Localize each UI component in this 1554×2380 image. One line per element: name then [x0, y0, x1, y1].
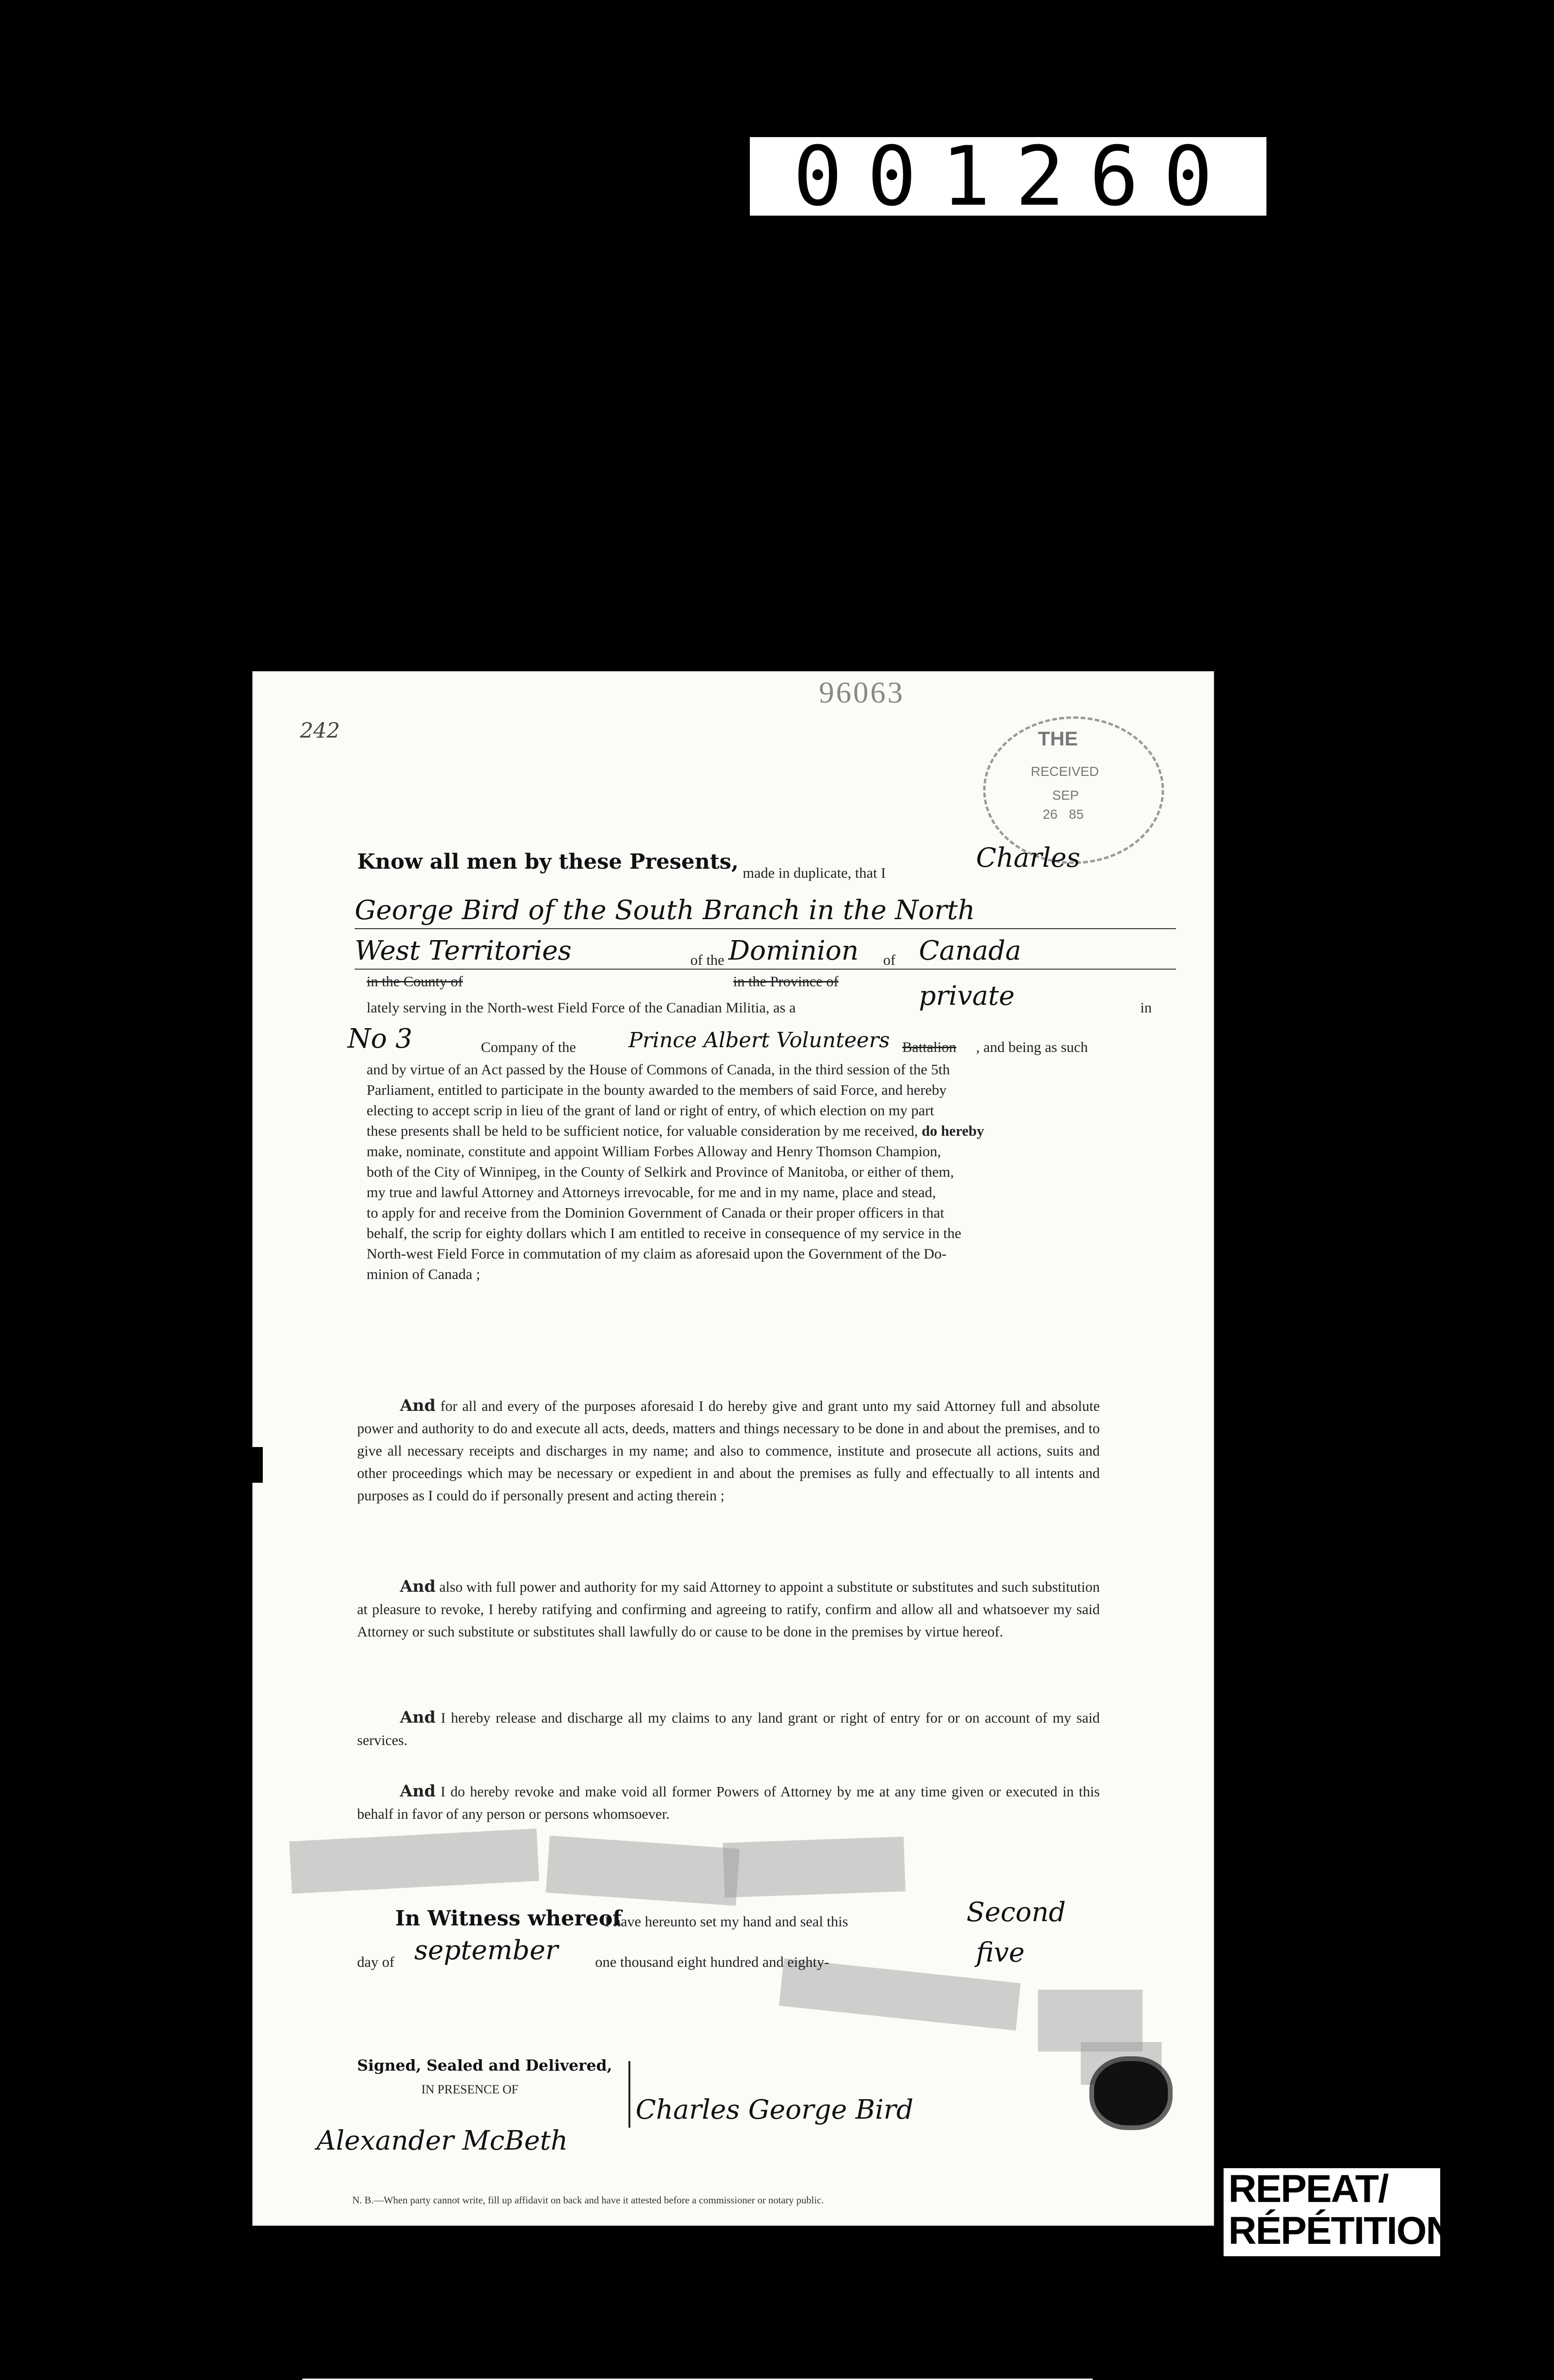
sheet-notch	[252, 1447, 263, 1483]
year-text: one thousand eight hundred and eighty-	[595, 1954, 829, 1970]
footnote: N. B.—When party cannot write, fill up affidavit on back and have it attested before a commissioner or notary public.	[352, 2194, 824, 2206]
province-struck-text: in the Province of	[733, 973, 839, 990]
county-struck-text: in the County of	[367, 973, 463, 990]
handwritten-day: Second	[966, 1897, 1066, 1928]
repeat-label-line-1: REPEAT/	[1228, 2167, 1388, 2211]
body-paragraph-1	[367, 1059, 1100, 1284]
paragraph-lead: And	[400, 1708, 436, 1727]
paragraph-text: I do hereby revoke and make void all former Powers of Attorney by me at any time given or executed in this behalf in favor of any person or persons whomsoever.	[357, 1784, 1100, 1822]
handwritten-month: september	[414, 1935, 558, 1966]
handwritten-unit: Prince Albert Volunteers	[628, 1028, 890, 1052]
day-of-text: day of	[357, 1954, 395, 1970]
being-as-such-text: , and being as such	[976, 1039, 1088, 1055]
paragraph-lead: And	[400, 1782, 436, 1801]
handwritten-territories: West Territories	[355, 935, 572, 966]
tape-mark	[723, 1836, 906, 1897]
stamp-ring-text: THE	[1038, 727, 1078, 750]
margin-mark: 242	[300, 719, 340, 743]
paragraph-text: I hereby release and discharge all my claims to any land grant or right of entry for or on account of my said services.	[357, 1710, 1100, 1748]
body-line: minion of Canada ;	[367, 1266, 480, 1282]
stamp-month: SEP	[1052, 788, 1079, 803]
paragraph-2	[357, 1395, 1100, 1507]
signed-sealed-heading: Signed, Sealed and Delivered,	[357, 2056, 612, 2074]
paragraph-lead: And	[400, 1577, 436, 1596]
of-the-text: of the	[690, 952, 725, 968]
frame-number-box	[750, 129, 1266, 224]
body-line: and by virtue of an Act passed by the House of Commons of Canada, in the third session of the 5th	[367, 1061, 950, 1078]
body-line: Parliament, entitled to participate in the bounty awarded to the members of said Force, and hereby	[367, 1081, 947, 1098]
stamp-day: 26	[1043, 807, 1058, 822]
paragraph-text: also with full power and authority for my said Attorney to appoint a substitute or substitutes and such substitution at pleasure to revoke, I hereby ratifying and confirming and agreeing to ratify, confirm and allow all and whatsoever my said Attorney or such substitute or substitutes shall lawfully do or cause to be done in the premises by virtue hereof.	[357, 1579, 1100, 1640]
witness-signature: Alexander McBeth	[317, 2125, 568, 2156]
handwritten-country: Canada	[919, 935, 1021, 966]
do-hereby-text: do hereby	[921, 1122, 985, 1139]
fill-line	[355, 969, 1176, 970]
paragraph-text: for all and every of the purposes aforesaid I do hereby give and grant unto my said Attorney full and absolute power and authority to do and execute all acts, deeds, matters and things necessary to be done in and about the premises, and to give all necessary receipts and discharges in my name; and also to commence, institute and prosecute all actions, suits and other proceedings which may be necessary or expedient in and about the premises as fully and effectually to all intents and purposes as I could do if personally present and acting therein ;	[357, 1398, 1100, 1504]
wax-seal	[1094, 2061, 1168, 2125]
body-line: behalf, the scrip for eighty dollars which I am entitled to receive in consequence of my service in the	[367, 1225, 962, 1241]
in-text: in	[1140, 999, 1152, 1016]
of-text: of	[883, 952, 896, 968]
repeat-label-line-2: RÉPÉTITION	[1228, 2209, 1454, 2252]
paragraph-lead: And	[400, 1396, 436, 1415]
paragraph-5	[357, 1780, 1100, 1825]
stamp-center-text: RECEIVED	[1031, 764, 1099, 779]
body-line: North-west Field Force in commutation of my claim as aforesaid upon the Government of the Do-	[367, 1245, 947, 1262]
witness-text: I have hereunto set my hand and seal this	[605, 1913, 848, 1930]
made-in-duplicate-text: made in duplicate, that I	[743, 864, 886, 881]
body-line: both of the City of Winnipeg, in the County of Selkirk and Province of Manitoba, or either of them,	[367, 1163, 954, 1180]
frame-number: 001260	[793, 129, 1238, 224]
body-line: electing to accept scrip in lieu of the grant of land or right of entry, of which election on my part	[367, 1102, 934, 1119]
handwritten-year: five	[976, 1937, 1025, 1968]
company-text: Company of the	[481, 1039, 576, 1055]
serial-number: 96063	[819, 675, 905, 709]
body-line: to apply for and receive from the Dominion Government of Canada or their proper officers in that	[367, 1204, 945, 1221]
battalion-struck-text: Battalion	[902, 1039, 956, 1055]
handwritten-company-number: No 3	[348, 1023, 413, 1054]
signatory-signature: Charles George Bird	[636, 2094, 914, 2125]
handwritten-dominion: Dominion	[728, 935, 859, 966]
body-line: my true and lawful Attorney and Attorneys irrevocable, for me and in my name, place and stead,	[367, 1184, 936, 1200]
repeat-label	[1224, 2167, 1454, 2256]
handwritten-name-place: George Bird of the South Branch in the North	[355, 895, 975, 926]
signature-bracket	[628, 2061, 630, 2128]
paragraph-3	[357, 1576, 1100, 1643]
stamp-year: 85	[1069, 807, 1084, 822]
serving-text: lately serving in the North-west Field Force of the Canadian Militia, as a	[367, 999, 796, 1016]
handwritten-rank: private	[919, 981, 1015, 1012]
body-line: make, nominate, constitute and appoint William Forbes Alloway and Henry Thomson Champion,	[367, 1143, 941, 1160]
body-line	[367, 1121, 1100, 1141]
handwritten-first-name: Charles	[976, 843, 1080, 873]
paragraph-4	[357, 1706, 1100, 1752]
in-presence-of: IN PRESENCE OF	[421, 2082, 518, 2096]
document-heading: Know all men by these Presents,	[357, 850, 739, 874]
received-stamp	[983, 716, 1164, 864]
fill-line	[355, 928, 1176, 929]
witness-heading: In Witness whereof	[395, 1906, 622, 1931]
body-line-text: these presents shall be held to be sufficient notice, for valuable consideration by me received,	[367, 1122, 918, 1139]
